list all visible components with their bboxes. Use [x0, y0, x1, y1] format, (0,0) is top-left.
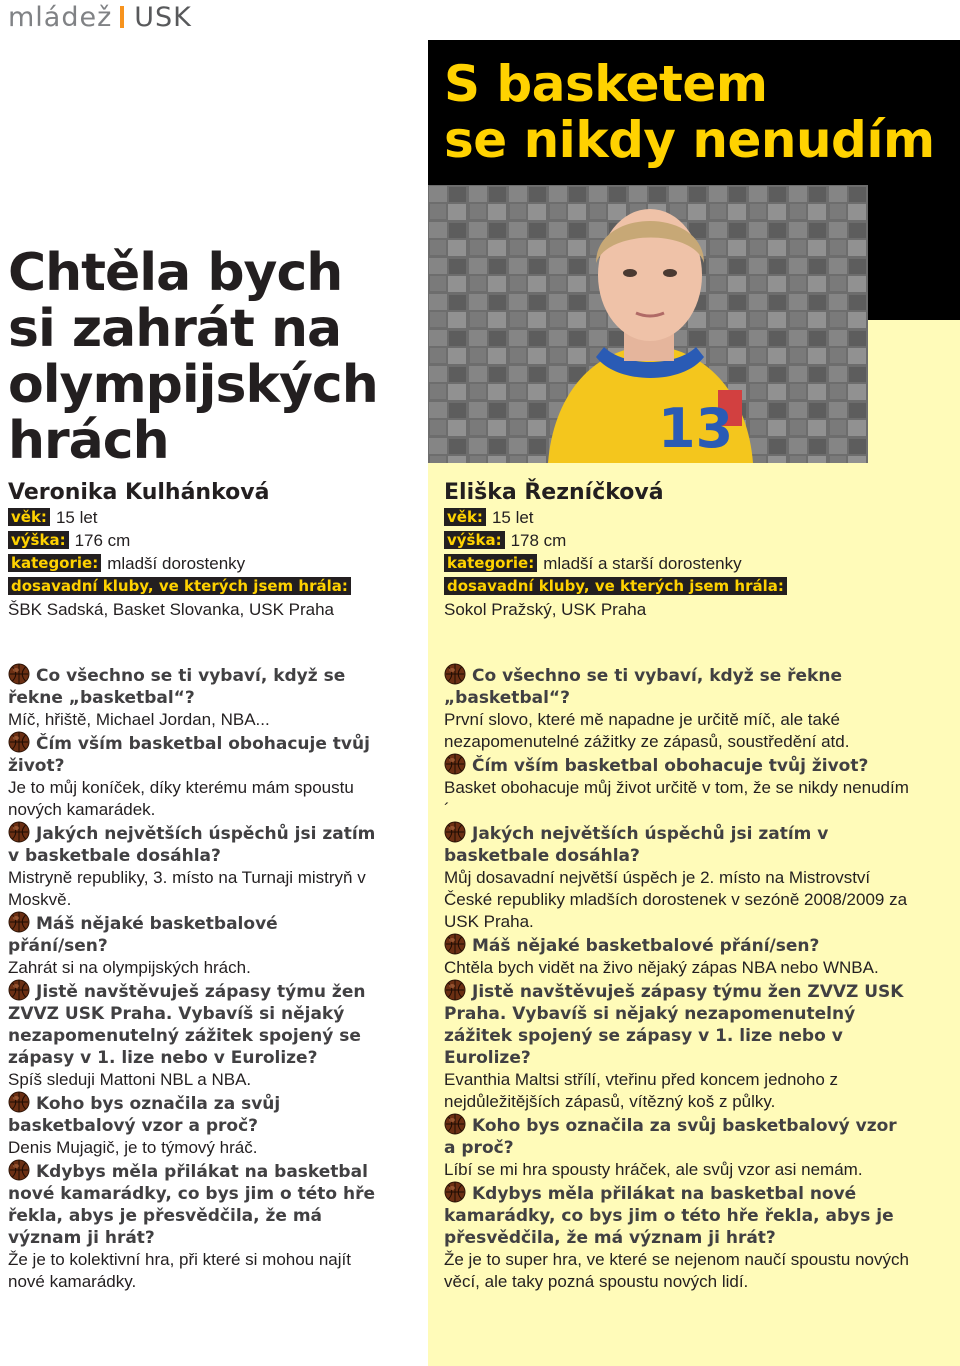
question	[8, 663, 380, 709]
brand-prefix: mládež	[8, 2, 113, 33]
basketball-icon	[8, 821, 30, 843]
brand-logo	[8, 2, 192, 33]
question-text: Kdybys měla přilákat na basketbal nové kamarádky, co bys jim o této hře řekla, abys je přesvědčila, že má význam ji hrát?	[8, 1162, 375, 1248]
height-label: výška:	[444, 531, 505, 549]
basketball-icon	[444, 821, 466, 843]
age-row	[8, 506, 428, 529]
question-text: Jistě navštěvuješ zápasy týmu žen ZVVZ USK Praha. Vybavíš si nějaký nezapomenutelný zážitek spojený se zápasy v 1. lize nebo v Eurolize?	[8, 982, 366, 1068]
answer-text: Že je to super hra, ve které se nejenom naučí spoustu nových věcí, ale taky pozná spoustu nových lidí.	[444, 1250, 909, 1291]
basketball-icon	[8, 663, 30, 685]
question	[8, 1159, 380, 1249]
brand-separator	[120, 6, 124, 28]
question	[444, 663, 912, 709]
question	[8, 911, 380, 957]
question	[444, 1181, 912, 1249]
player-photo	[428, 185, 868, 463]
age-value: 15 let	[491, 508, 534, 527]
qa-item	[444, 753, 912, 821]
basketball-icon	[8, 979, 30, 1001]
basketball-icon	[444, 1181, 466, 1203]
brand-name: USK	[134, 2, 192, 33]
answer-text: Basket obohacuje můj život určitě v tom, že se nikdy nenudím ´	[444, 778, 909, 819]
basketball-icon	[8, 731, 30, 753]
question-text: Jakých největších úspěchů jsi zatím v basketbale dosáhla?	[8, 824, 376, 866]
question-text: Čím vším basketbal obohacuje tvůj život?	[472, 756, 869, 776]
question	[8, 1091, 380, 1137]
qa-item	[8, 821, 380, 911]
question	[444, 1113, 912, 1159]
qa-item	[8, 663, 380, 731]
qa-item	[8, 911, 380, 979]
headline-line-1: S basketem	[444, 55, 768, 113]
answer-text: Chtěla bych vidět na živo nějaký zápas NBA nebo WNBA.	[444, 958, 879, 977]
qa-item	[444, 663, 912, 753]
question	[444, 753, 912, 777]
basketball-icon	[444, 979, 466, 1001]
basketball-icon	[8, 1159, 30, 1181]
qa-item	[8, 731, 380, 821]
clubs-label: dosavadní kluby, ve kterých jsem hrála:	[444, 577, 787, 595]
headline-line-2: se nikdy nenudím	[444, 111, 935, 169]
answer-text: Míč, hřiště, Michael Jordan, NBA...	[8, 710, 270, 729]
question	[444, 821, 912, 867]
question-text: Máš nějaké basketbalové přání/sen?	[472, 936, 820, 956]
quote-line-2: si zahrát na	[8, 299, 342, 359]
quote-line-4: hrách	[8, 411, 169, 471]
question	[444, 979, 912, 1069]
question	[444, 933, 912, 957]
jersey-number: 13	[658, 397, 734, 460]
question-text: Kdybys měla přilákat na basketbal nové kamarádky, co bys jim o této hře řekla, abys je přesvědčila, že má význam ji hrát?	[444, 1184, 894, 1248]
question-text: Máš nějaké basketbalové přání/sen?	[8, 914, 278, 956]
answer-text: Je to můj koníček, díky kterému mám spoustu nových kamarádek.	[8, 778, 354, 819]
player-name: Eliška Řezníčková	[444, 480, 664, 505]
age-label: věk:	[444, 508, 486, 526]
qa-item	[8, 1091, 380, 1159]
height-value: 176 cm	[74, 531, 131, 550]
basketball-icon	[8, 1091, 30, 1113]
answer-text: Můj dosavadní největší úspěch je 2. místo na Mistrovství České republiky mladších dorostenek v sezóně 2008/2009 za USK Praha.	[444, 868, 908, 931]
age-label: věk:	[8, 508, 50, 526]
basketball-icon	[444, 933, 466, 955]
clubs-value: ŠBK Sadská, Basket Slovanka, USK Praha	[8, 600, 335, 619]
question-text: Jakých největších úspěchů jsi zatím v basketbale dosáhla?	[444, 824, 829, 866]
answer-text: Spíš sleduji Mattoni NBL a NBA.	[8, 1070, 252, 1089]
player-name: Veronika Kulhánková	[8, 480, 270, 505]
photo-illustration	[428, 185, 868, 463]
answer-text: Zahrát si na olympijských hrách.	[8, 958, 251, 977]
category-value: mladší dorostenky	[107, 554, 246, 573]
question	[8, 731, 380, 777]
category-value: mladší a starší dorostenky	[543, 554, 742, 573]
question-text: Koho bys označila za svůj basketbalový vzor a proč?	[8, 1094, 281, 1136]
interview-eliska	[444, 663, 912, 1293]
quote-line-1: Chtěla bych	[8, 243, 343, 303]
qa-item	[444, 1181, 912, 1293]
basketball-icon	[8, 911, 30, 933]
clubs-row	[444, 575, 864, 598]
qa-item	[444, 821, 912, 933]
age-row	[444, 506, 864, 529]
height-row	[8, 529, 428, 552]
question	[8, 979, 380, 1069]
question-text: Čím vším basketbal obohacuje tvůj život?	[8, 734, 370, 776]
question-text: Koho bys označila za svůj basketbalový vzor a proč?	[444, 1116, 897, 1158]
age-value: 15 let	[55, 508, 98, 527]
basketball-icon	[444, 753, 466, 775]
answer-text: První slovo, které mě napadne je určitě míč, ale také nezapomenutelné zážitky ze zápasů, soustředění atd.	[444, 710, 850, 751]
basketball-icon	[444, 663, 466, 685]
height-row	[444, 529, 864, 552]
height-value: 178 cm	[510, 531, 567, 550]
category-label: kategorie:	[444, 554, 537, 572]
pull-quote	[8, 245, 378, 469]
player-profile-eliska	[444, 480, 864, 622]
answer-text: Že je to kolektivní hra, při které si mohou najít nové kamarádky.	[8, 1250, 351, 1291]
qa-item	[444, 1113, 912, 1181]
qa-item	[444, 933, 912, 979]
qa-item	[8, 1159, 380, 1293]
category-label: kategorie:	[8, 554, 101, 572]
basketball-icon	[444, 1113, 466, 1135]
question-text: Jistě navštěvuješ zápasy týmu žen ZVVZ USK Praha. Vybavíš si nějaký nezapomenutelný zážitek spojený se zápasy v 1. lize nebo v Eurolize?	[444, 982, 904, 1068]
answer-text: Mistryně republiky, 3. místo na Turnaji mistryň v Moskvě.	[8, 868, 366, 909]
quote-line-3: olympijských	[8, 355, 378, 415]
clubs-row	[8, 575, 428, 598]
player-profile-veronika	[8, 480, 428, 622]
answer-text: Denis Mujagič, je to týmový hráč.	[8, 1138, 258, 1157]
clubs-value: Sokol Pražský, USK Praha	[444, 600, 647, 619]
answer-text: Líbí se mi hra spousty hráček, ale svůj vzor asi nemám.	[444, 1160, 863, 1179]
qa-item	[8, 979, 380, 1091]
qa-item	[444, 979, 912, 1113]
question-text: Co všechno se ti vybaví, když se řekne „basketbal“?	[8, 666, 346, 708]
category-row	[8, 552, 428, 575]
answer-text: Evanthia Maltsi střílí, vteřinu před koncem jednoho z nejdůležitějších zápasů, vítězný koš z půlky.	[444, 1070, 839, 1111]
interview-veronika	[8, 663, 380, 1293]
height-label: výška:	[8, 531, 69, 549]
clubs-label: dosavadní kluby, ve kterých jsem hrála:	[8, 577, 351, 595]
question	[8, 821, 380, 867]
question-text: Co všechno se ti vybaví, když se řekne „basketbal“?	[444, 666, 842, 708]
category-row	[444, 552, 864, 575]
article-headline	[444, 56, 935, 168]
